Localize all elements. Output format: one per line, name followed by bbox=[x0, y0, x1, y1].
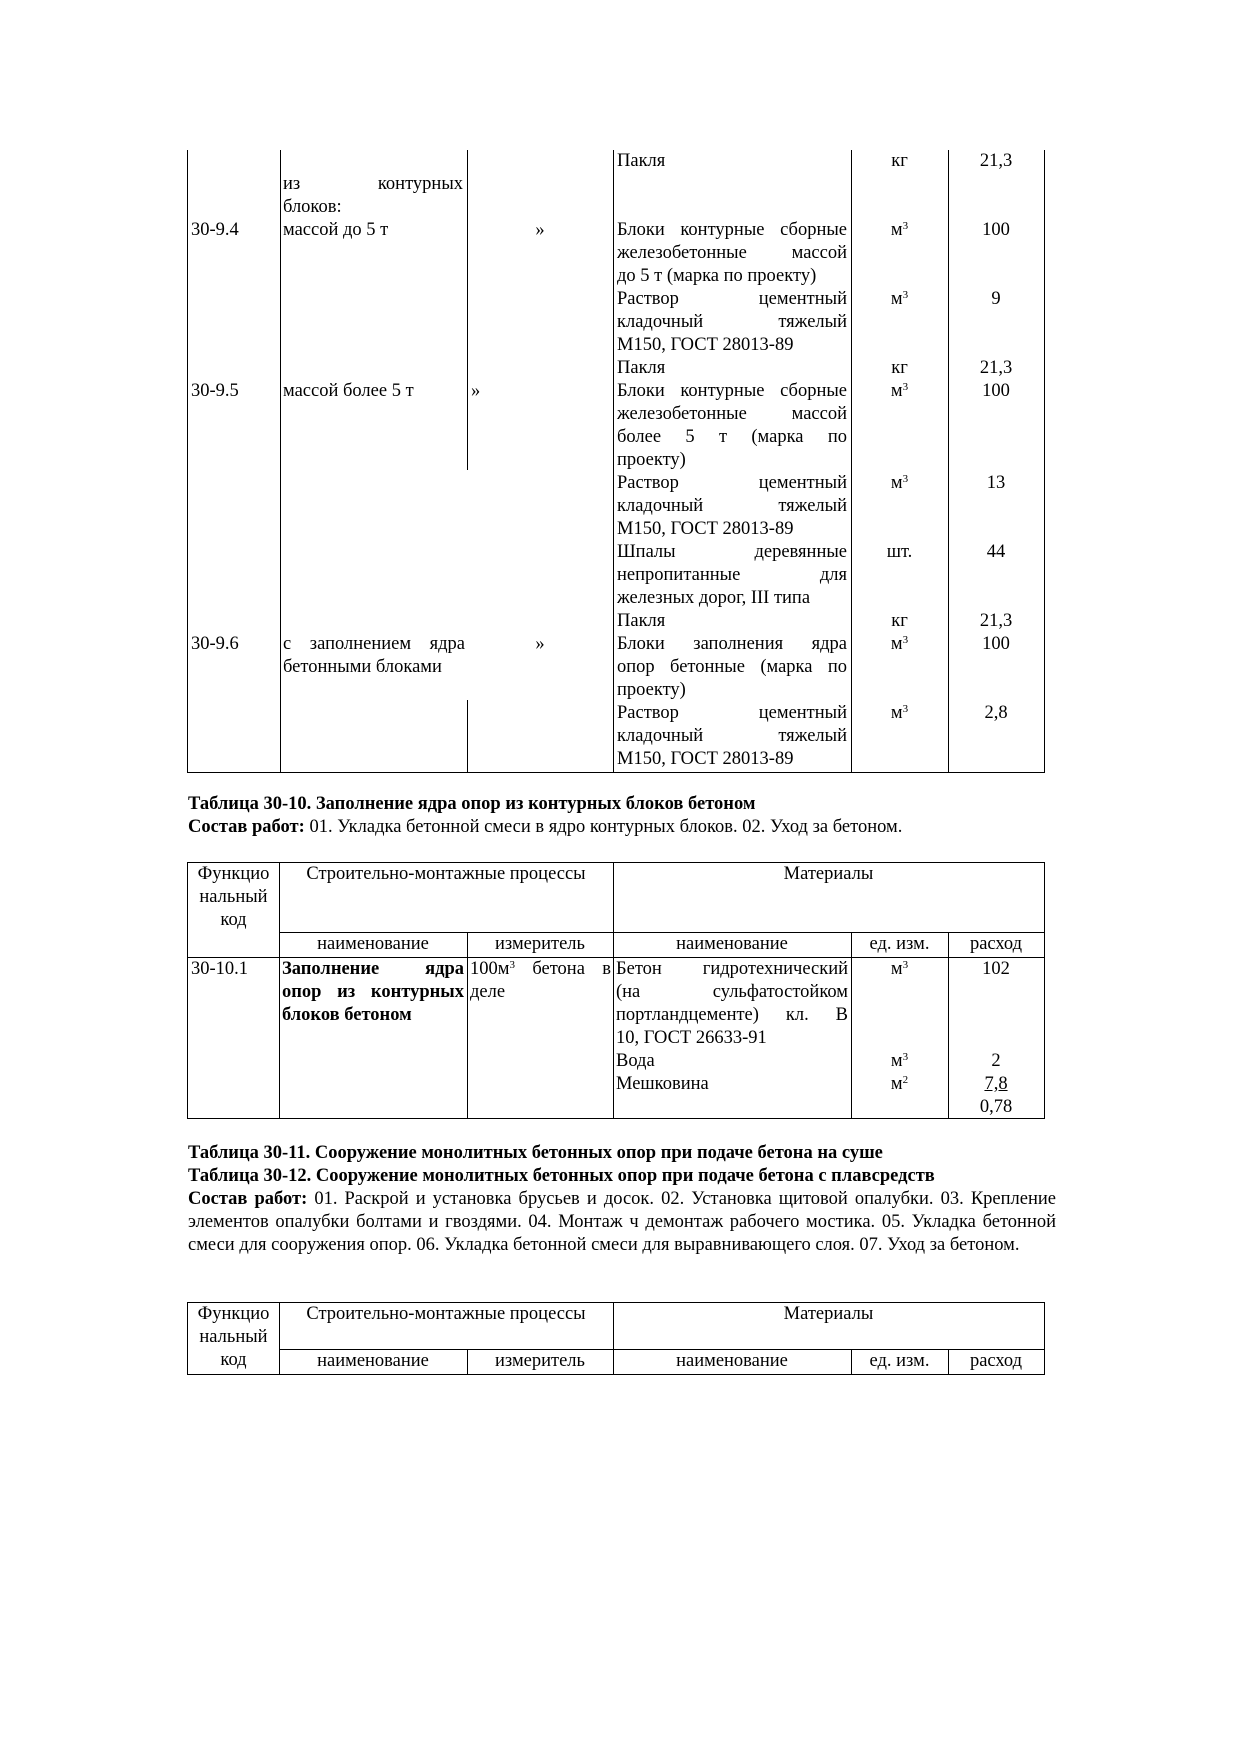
header-processes: Строительно-монтажные процессы bbox=[306, 1304, 586, 1324]
unit-cell: шт. bbox=[886, 542, 913, 562]
material-cell: Блоки контурные сборные железобетонные массой до 5 т (марка по проекту) bbox=[617, 220, 847, 286]
qty-cell: 44 bbox=[986, 542, 1006, 562]
unit-cell: $м^3$ bbox=[890, 220, 909, 240]
works-composition bbox=[188, 816, 1056, 839]
qty-cell: 21,3 bbox=[979, 611, 1013, 631]
process-group-label: из контурных блоков: bbox=[283, 174, 463, 217]
material-cell: Раствор цементный кладочный тяжелый М150, ГОСТ 28013-89 bbox=[617, 473, 847, 539]
works-composition bbox=[188, 1188, 1056, 1257]
qty-cell: 9 bbox=[991, 289, 1001, 309]
unit-cell: $м^3$ bbox=[890, 289, 909, 309]
material-cell: Бетон гидротехнический (на сульфатостойком портландцементе) кл. В 10, ГОСТ 26633-91 Вода Мешковина bbox=[616, 959, 848, 1094]
measure-cell: » bbox=[471, 381, 481, 401]
code-cell: 30-9.4 bbox=[191, 220, 239, 240]
unit-cell: $м^3$ bbox=[890, 634, 909, 654]
process-cell: с заполнением ядра бетонными блоками bbox=[283, 634, 465, 677]
code-cell: 30-9.6 bbox=[191, 634, 239, 654]
process-cell: массой более 5 т bbox=[283, 381, 414, 401]
unit-cell: кг bbox=[891, 151, 908, 171]
works-text: 01. Раскрой и установка брусьев и досок. 02. Установка щитовой опалубки. 03. Крепление элементов опалубки болтами и гвоздями. 04. Монтаж ч демонтаж рабочего мостика. 05. Укладка бетонной смеси для сооружения опор. 06. Укладка бетонной смеси для выравнивающего слоя. 07. Уход за бетоном. bbox=[188, 1189, 1056, 1255]
qty-cell: 2,8 bbox=[984, 703, 1008, 723]
header-consumption: расход bbox=[969, 934, 1023, 954]
header-materials: Материалы bbox=[783, 1304, 874, 1324]
works-label: Состав работ: bbox=[188, 1189, 308, 1209]
measure-cell: » bbox=[535, 634, 545, 654]
measure-cell: » bbox=[535, 220, 545, 240]
qty-cell: 100 bbox=[982, 220, 1010, 240]
header-code: Функцио нальный код bbox=[197, 864, 270, 930]
material-cell: Блоки контурные сборные железобетонные массой более 5 т (марка по проекту) bbox=[617, 381, 847, 470]
table-title: Таблица 30-10. Заполнение ядра опор из контурных блоков бетоном bbox=[188, 794, 756, 814]
unit-cell: кг bbox=[891, 611, 908, 631]
material-cell: Пакля bbox=[617, 358, 666, 378]
code-cell: 30-10.1 bbox=[191, 959, 249, 979]
material-cell: Раствор цементный кладочный тяжелый М150, ГОСТ 28013-89 bbox=[617, 703, 847, 769]
qty-cell: 21,3 bbox=[979, 358, 1013, 378]
material-cell: Пакля bbox=[617, 611, 666, 631]
material-cell: Шпалы деревянные непропитанные для железных дорог, III типа bbox=[617, 542, 847, 608]
header-code: Функцио нальный код bbox=[197, 1304, 270, 1370]
unit-cell: $м^3$ bbox=[890, 473, 909, 493]
measure-cell: $100м^3$ бетона в деле bbox=[470, 959, 611, 1002]
header-measure: измеритель bbox=[495, 1351, 585, 1371]
unit-cell: кг bbox=[891, 358, 908, 378]
header-unit: ед. изм. bbox=[869, 1351, 930, 1371]
qty-cell: 102 2 7,8 0,78 bbox=[979, 959, 1013, 1117]
qty-cell: 100 bbox=[982, 381, 1010, 401]
material-cell: Блоки заполнения ядра опор бетонные (марка по проекту) bbox=[617, 634, 847, 700]
header-consumption: расход bbox=[969, 1351, 1023, 1371]
code-cell: 30-9.5 bbox=[191, 381, 239, 401]
qty-cell: 21,3 bbox=[979, 151, 1013, 171]
header-material-name: наименование bbox=[676, 1351, 788, 1371]
header-materials: Материалы bbox=[783, 864, 874, 884]
header-name: наименование bbox=[317, 934, 429, 954]
qty-cell: 100 bbox=[982, 634, 1010, 654]
table-title: Таблица 30-12. Сооружение монолитных бетонных опор при подаче бетона с плавсредств bbox=[188, 1166, 935, 1186]
header-name: наименование bbox=[317, 1351, 429, 1371]
material-cell: Пакля bbox=[617, 151, 666, 171]
header-material-name: наименование bbox=[676, 934, 788, 954]
table-title: Таблица 30-11. Сооружение монолитных бетонных опор при подаче бетона на суше bbox=[188, 1143, 883, 1163]
header-processes: Строительно-монтажные процессы bbox=[306, 864, 586, 884]
header-measure: измеритель bbox=[495, 934, 585, 954]
qty-cell: 13 bbox=[986, 473, 1006, 493]
unit-cell: $м^3$ $м^3$ $м^2$ bbox=[890, 959, 909, 1094]
process-cell: массой до 5 т bbox=[283, 220, 389, 240]
works-label: Состав работ: bbox=[188, 817, 305, 837]
unit-cell: $м^3$ bbox=[890, 703, 909, 723]
works-text: 01. Укладка бетонной смеси в ядро контурных блоков. 02. Уход за бетоном. bbox=[304, 817, 903, 837]
process-cell: Заполнение ядра опор из контурных блоков бетоном bbox=[282, 959, 464, 1025]
header-unit: ед. изм. bbox=[869, 934, 930, 954]
unit-cell: $м^3$ bbox=[890, 381, 909, 401]
material-cell: Раствор цементный кладочный тяжелый М150, ГОСТ 28013-89 bbox=[617, 289, 847, 355]
